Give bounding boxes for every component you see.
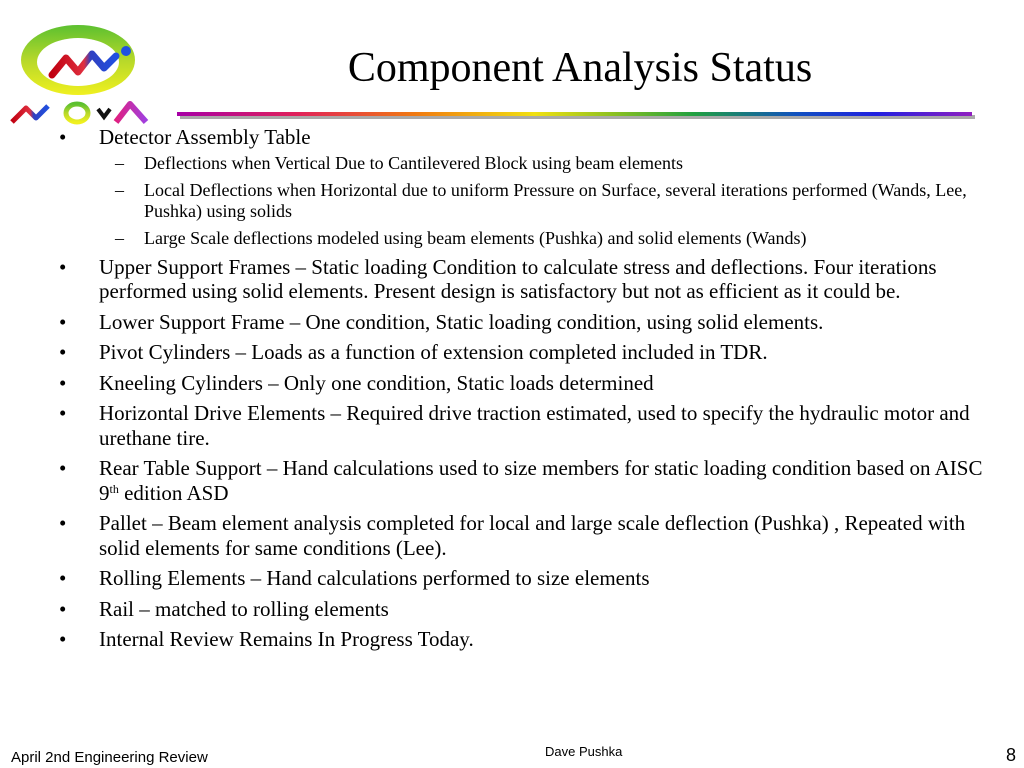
bullet-list [56, 125, 996, 658]
bullet-text: Kneeling Cylinders – Only one condition, Static loads determined [99, 370, 654, 395]
sub-item-text: Local Deflections when Horizontal due to uniform Pressure on Surface, several iterations performed (Wands, Lee, Pushka) using solids [144, 179, 967, 221]
bullet-text: Rail – matched to rolling elements [99, 596, 389, 621]
bullet-icon: • [59, 254, 67, 279]
dash-icon: – [115, 179, 124, 200]
bullet-item [56, 511, 996, 560]
bullet-icon: • [59, 456, 67, 480]
bullet-icon: • [59, 401, 67, 425]
bullet-item [56, 597, 996, 622]
ordinal-suffix: th [109, 481, 119, 496]
bullet-icon: • [59, 340, 67, 364]
nova-logo [6, 20, 158, 126]
bullet-item [56, 255, 996, 304]
bullet-icon: • [59, 566, 67, 590]
bullet-item [56, 340, 996, 365]
dash-icon: – [115, 152, 124, 173]
rainbow-divider [177, 112, 972, 116]
bullet-text: Lower Support Frame – One condition, Static loading condition, using solid elements. [99, 309, 824, 334]
bullet-icon: • [59, 125, 67, 149]
bullet-item [56, 566, 996, 591]
bullet-item [56, 310, 996, 335]
bullet-item [56, 627, 996, 652]
bullet-text: Pallet – Beam element analysis completed for local and large scale deflection (Pushka) , Repeated with solid elements for same conditions (Lee). [99, 511, 966, 560]
bullet-item-detector-assembly-table [56, 125, 996, 150]
sub-item-text: Deflections when Vertical Due to Cantilevered Block using beam elements [144, 152, 684, 173]
sub-item [56, 153, 996, 174]
slide-title: Component Analysis Status [347, 45, 813, 91]
dash-icon: – [115, 227, 124, 248]
bullet-text: Internal Review Remains In Progress Today. [99, 627, 474, 651]
sub-item [56, 180, 996, 222]
bullet-item [56, 371, 996, 396]
footer-event: April 2nd Engineering Review [11, 749, 208, 766]
bullet-text: Pivot Cylinders – Loads as a function of extension completed included in TDR. [99, 340, 768, 364]
sub-item-text: Large Scale deflections modeled using beam elements (Pushka) and solid elements (Wands) [144, 227, 807, 248]
bullet-text-tail: edition ASD [118, 480, 229, 505]
bullet-icon: • [59, 627, 67, 651]
footer-author: Dave Pushka [545, 744, 623, 759]
bullet-item [56, 401, 996, 450]
title-divider [177, 112, 974, 120]
bullet-text-main: Rear Table Support – Hand calculations used to size members for static loading condition based on AISC 9 [99, 456, 983, 505]
bullet-text: Upper Support Frames – Static loading Condition to calculate stress and deflections. Four iterations performed using solid elements. Present design is satisfactory but not as efficient as it could be. [99, 254, 937, 303]
bullet-text: Detector Assembly Table [99, 125, 311, 149]
nova-logo-icon [6, 20, 158, 126]
bullet-icon: • [59, 596, 67, 621]
bullet-text: Rolling Elements – Hand calculations performed to size elements [99, 566, 650, 590]
bullet-item [56, 456, 996, 505]
bullet-icon: • [59, 309, 67, 334]
sub-item [56, 228, 996, 249]
bullet-icon: • [59, 511, 67, 535]
page-number: 8 [1005, 745, 1016, 765]
bullet-text: Horizontal Drive Elements – Required drive traction estimated, used to specify the hydraulic motor and urethane tire. [99, 401, 970, 450]
bullet-text [99, 456, 982, 505]
bullet-icon: • [59, 370, 67, 395]
